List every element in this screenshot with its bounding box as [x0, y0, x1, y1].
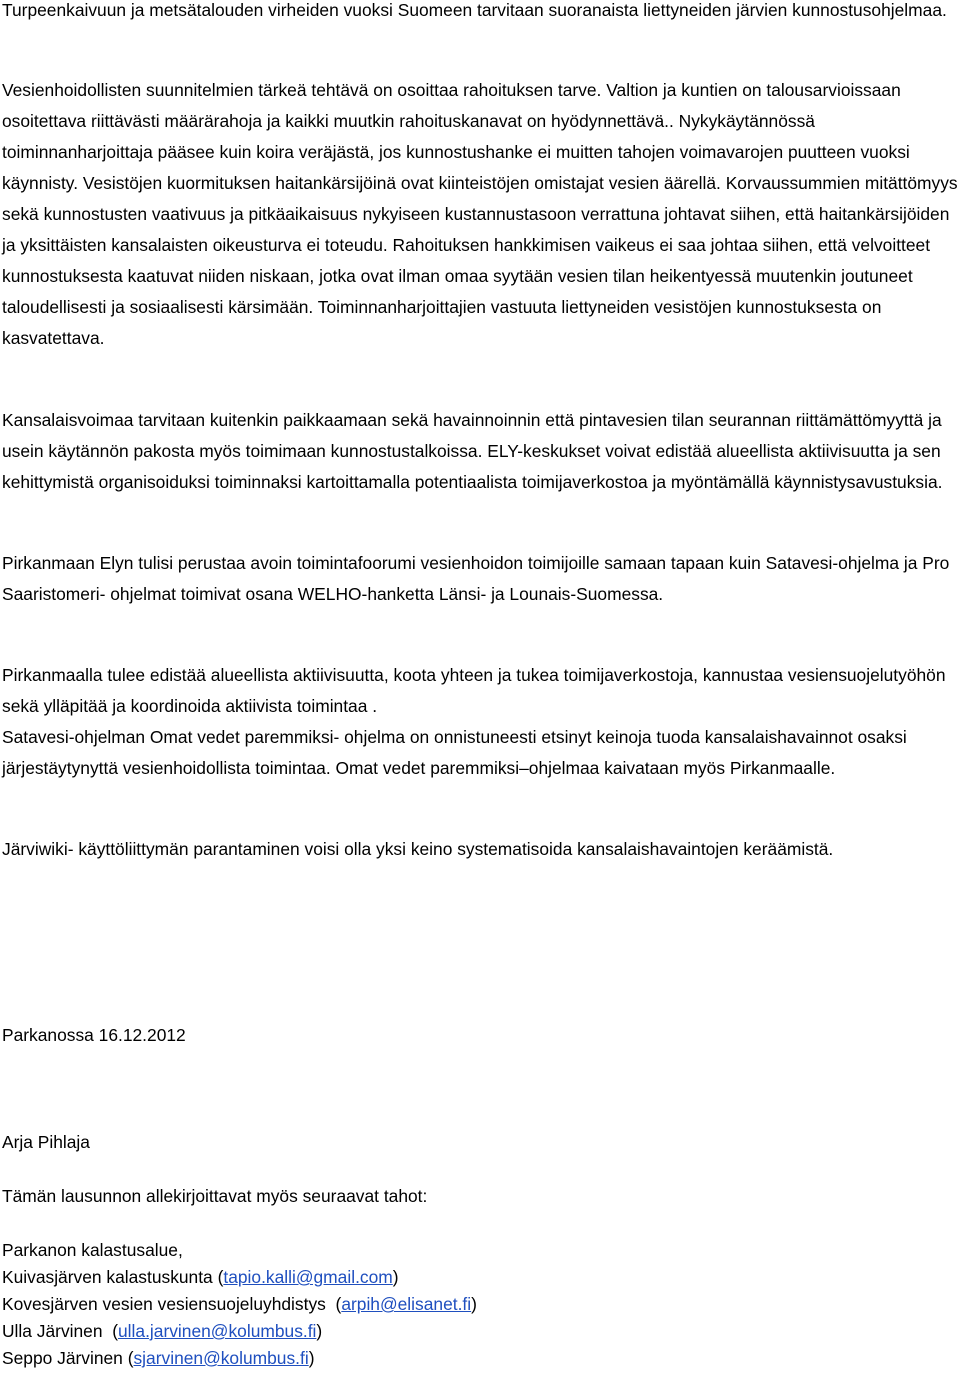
signatory-line: [2, 1320, 322, 1342]
paren-close: ): [392, 1267, 399, 1287]
paren-close: ): [316, 1321, 323, 1341]
paragraph-funding-needs: Vesienhoidollisten suunnitelmien tärkeä tehtävä on osoittaa rahoituksen tarve. Valtion ja kuntien on talousarvioissaan osoitettava riittävästi määrärahoja ja kaikki muutkin rahoituskanavat on hyödynnettävä.. Nykykäytännössä toiminnanharjoittaja pääsee kuin koira veräjästä, jos kunnostushanke ei muitten tahojen voimavarojen puutteen vuoksi käynnisty. Vesistöjen kuormituksen haitankärsijöinä ovat kiinteistöjen omistajat vesien äärellä. Korvaussummien mitättömyys sekä kunnostusten vaativuus ja pitkäaikaisuus nykyiseen kustannustasoon verrattuna johtavat siihen, että haitankärsijöiden ja yksittäisten kansalaisten oikeusturva ei toteudu. Rahoituksen hankkimisen vaikeus ei saa johtaa siihen, että velvoitteet kunnostuksesta kaatuvat niiden niskaan, jotka ovat ilman omaa syytään vesien tilan heikentyessä muutenkin joutuneet taloudellisesti ja sosiaalisesti kärsimään. Toiminnanharjoittajien vastuuta liettyneiden vesistöjen kunnostuksesta on kasvatettava.: [2, 80, 958, 348]
paren-open: (: [102, 1321, 118, 1341]
signatory-line: [2, 1266, 399, 1288]
paren-close: ): [471, 1294, 477, 1314]
paragraph-pirkanmaa-activity: Pirkanmaalla tulee edistää alueellista aktiivisuutta, koota yhteen ja tukea toimijaverkostoja, kannustaa vesiensuojelutyöhön sekä ylläpitää ja koordinoida aktiivista toimintaa .: [2, 665, 946, 716]
paragraph-citizen-power: Kansalaisvoimaa tarvitaan kuitenkin paikkaamaan sekä havainnoinnin että pintavesien tilan seurannan riittämättömyyttä ja usein käytännön pakosta myös toimimaan kunnostustalkoissa. ELY-keskukset voivat edistää alueellista aktiivisuutta ja sen kehittymistä organisoiduksi toiminnaksi kartoittamalla potentiaalista toimijaverkostoa ja myöntämällä käynnistysavustuksia.: [2, 410, 943, 492]
signatory-name: Ulla Järvinen: [2, 1321, 103, 1341]
signatory-name: Seppo Järvinen: [2, 1348, 123, 1368]
paren-open: (: [122, 1348, 134, 1368]
signatories-intro: Tämän lausunnon allekirjoittavat myös seuraavat tahot:: [2, 1186, 428, 1206]
email-link[interactable]: arpih@elisanet.fi: [341, 1294, 472, 1314]
paragraph-jarviwiki: Järviwiki- käyttöliittymän parantaminen voisi olla yksi keino systematisoida kansalaishavaintojen keräämistä.: [2, 839, 834, 859]
paragraph-satavesi-program: Satavesi-ohjelman Omat vedet paremmiksi- ohjelma on onnistuneesti etsinyt keinoja tuoda kansalaishavainnot osaksi järjestäytynyttä vesienhoidollista toimintaa. Omat vedet paremmiksi–ohjelmaa kaivataan myös Pirkanmaalle.: [2, 727, 907, 778]
email-link[interactable]: sjarvinen@kolumbus.fi: [133, 1348, 309, 1368]
signatory-name: Kuivasjärven kalastuskunta: [2, 1267, 213, 1287]
place-date: Parkanossa 16.12.2012: [2, 1025, 186, 1045]
signatory-line: [2, 1347, 315, 1369]
email-link[interactable]: tapio.kalli@gmail.com: [223, 1267, 393, 1287]
paragraph-pirkanmaa-forum: Pirkanmaan Elyn tulisi perustaa avoin toimintafoorumi vesienhoidon toimijoille samaan tapaan kuin Satavesi-ohjelma ja Pro Saaristomeri- ohjelmat toimivat osana WELHO-hanketta Länsi- ja Lounais-Suomessa.: [2, 553, 950, 604]
paren-close: ): [308, 1348, 315, 1368]
email-link[interactable]: ulla.jarvinen@kolumbus.fi: [118, 1321, 317, 1341]
paren-open: (: [212, 1267, 224, 1287]
paragraph-lake-restoration-program: Turpeenkaivuun ja metsätalouden virheiden vuoksi Suomeen tarvitaan suoranaista liettyneiden järvien kunnostusohjelmaa.: [2, 0, 947, 20]
signatory-line: [2, 1239, 183, 1261]
signatory-line: [2, 1293, 477, 1315]
signatory-name: Kovesjärven vesien vesiensuojeluyhdistys: [2, 1294, 326, 1314]
author-name: Arja Pihlaja: [2, 1132, 90, 1152]
signatory-name: Parkanon kalastusalue,: [2, 1240, 183, 1260]
paren-open: (: [325, 1294, 342, 1314]
